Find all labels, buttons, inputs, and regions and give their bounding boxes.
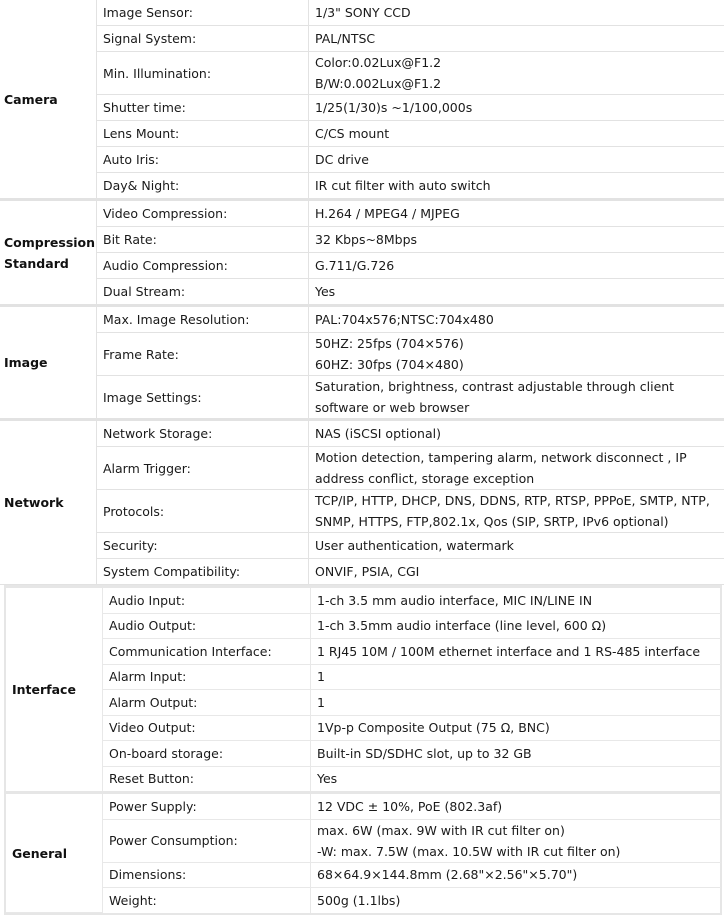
spec-value-line: C/CS mount [315,123,724,144]
spec-value-line: software or web browser [315,397,724,418]
spec-value [309,0,724,26]
spec-value [311,819,722,862]
spec-value [311,715,722,741]
spec-table-bottom-body [6,588,721,913]
spec-value [311,888,722,913]
spec-value-line: IR cut filter with auto switch [315,175,724,196]
spec-value [311,690,722,716]
spec-value-line: 68×64.9×144.8mm (2.68"×2.56"×5.70") [317,864,721,885]
spec-value [311,793,722,820]
spec-label: Weight: [103,888,311,913]
spec-value [309,147,724,173]
spec-label: Alarm Input: [103,664,311,690]
spec-value [311,862,722,888]
spec-value-line: 1-ch 3.5 mm audio interface, MIC IN/LINE IN [317,590,721,611]
spec-label: Image Settings: [97,376,309,420]
spec-label: Max. Image Resolution: [97,306,309,333]
spec-value [311,613,722,639]
spec-label: Video Output: [103,715,311,741]
spec-value [311,639,722,665]
spec-label: System Compatibility: [97,559,309,585]
spec-row-alarm-input [6,664,721,690]
spec-value-line: SNMP, HTTPS, FTP,802.1x, Qos (SIP, SRTP, IPv6 optional) [315,511,724,532]
spec-value-line: TCP/IP, HTTP, DHCP, DNS, DDNS, RTP, RTSP, PPPoE, SMTP, NTP, [315,490,724,511]
spec-row-audio-output [6,613,721,639]
spec-value-line: 1 [317,692,721,713]
spec-value-line: 1/3" SONY CCD [315,2,724,23]
spec-row-network-storage [0,420,724,447]
spec-value-line: Color:0.02Lux@F1.2 [315,52,724,73]
spec-value-line: 1 RJ45 10M / 100M ethernet interface and 1 RS-485 interface [317,641,721,662]
spec-value-line: -W: max. 7.5W (max. 10.5W with IR cut filter on) [317,841,721,862]
spec-row-power-consumption [6,819,721,862]
spec-label: Frame Rate: [97,333,309,376]
category-image: Image [0,306,97,420]
spec-value [309,253,724,279]
spec-label: Shutter time: [97,95,309,121]
spec-value [309,173,724,200]
spec-value-line: 1 [317,666,721,687]
spec-label: Dimensions: [103,862,311,888]
spec-value-line: PAL/NTSC [315,28,724,49]
spec-value [309,95,724,121]
spec-row-power-supply [6,793,721,820]
spec-row-shutter-time [0,95,724,121]
spec-row-signal-system [0,26,724,52]
spec-value-line: H.264 / MPEG4 / MJPEG [315,203,724,224]
category-general: General [6,793,103,913]
spec-value-line: max. 6W (max. 9W with IR cut filter on) [317,820,721,841]
spec-value [309,200,724,227]
spec-value [309,121,724,147]
spec-row-image-sensor [0,0,724,26]
spec-label: Reset Button: [103,766,311,793]
spec-label: Power Supply: [103,793,311,820]
spec-row-on-board-storage [6,741,721,767]
spec-value [309,26,724,52]
category-camera: Camera [0,0,97,200]
spec-row-audio-compression [0,253,724,279]
spec-label: Audio Compression: [97,253,309,279]
spec-value-line: 50HZ: 25fps (704×576) [315,333,724,354]
spec-value-line: B/W:0.002Lux@F1.2 [315,73,724,94]
spec-value [309,559,724,585]
spec-row-video-compression [0,200,724,227]
spec-row-frame-rate [0,333,724,376]
spec-value [309,420,724,447]
spec-label: Bit Rate: [97,227,309,253]
spec-row-audio-input [6,588,721,613]
category-network: Network [0,420,97,585]
spec-label: Image Sensor: [97,0,309,26]
spec-value [309,333,724,376]
spec-label: Security: [97,533,309,559]
spec-value-line: 1/25(1/30)s ~1/100,000s [315,97,724,118]
spec-value-line: 60HZ: 30fps (704×480) [315,354,724,375]
spec-value-line: Saturation, brightness, contrast adjustable through client [315,376,724,397]
spec-row-day-night [0,173,724,200]
spec-label: Lens Mount: [97,121,309,147]
spec-value [309,533,724,559]
spec-label: Day& Night: [97,173,309,200]
spec-row-dual-stream [0,279,724,306]
spec-row-min-illumination [0,52,724,95]
spec-table-bottom-frame [4,585,722,915]
spec-value [311,664,722,690]
spec-label: Power Consumption: [103,819,311,862]
spec-label: Min. Illumination: [97,52,309,95]
spec-row-communication-interface [6,639,721,665]
spec-label: Protocols: [97,490,309,533]
spec-label: Signal System: [97,26,309,52]
spec-row-dimensions [6,862,721,888]
spec-value-line: 1-ch 3.5mm audio interface (line level, 600 Ω) [317,615,721,636]
spec-label: Alarm Output: [103,690,311,716]
spec-row-lens-mount [0,121,724,147]
spec-value [309,52,724,95]
spec-row-bit-rate [0,227,724,253]
spec-value [309,376,724,420]
spec-row-reset-button [6,766,721,793]
spec-value [309,279,724,306]
spec-label: Audio Input: [103,588,311,613]
spec-value-line: address conflict, storage exception [315,468,724,489]
spec-value-line: DC drive [315,149,724,170]
spec-value-line: 1Vp-p Composite Output (75 Ω, BNC) [317,717,721,738]
spec-value-line: NAS (iSCSI optional) [315,423,724,444]
spec-value [311,766,722,793]
spec-value [311,588,722,613]
spec-row-alarm-trigger [0,447,724,490]
spec-row-auto-iris [0,147,724,173]
category-interface: Interface [6,588,103,793]
spec-value [309,306,724,333]
spec-value [309,447,724,490]
spec-value-line: G.711/G.726 [315,255,724,276]
spec-value-line: 12 VDC ± 10%, PoE (802.3af) [317,796,721,817]
spec-value-line: Yes [317,768,721,789]
spec-label: Auto Iris: [97,147,309,173]
spec-value [309,490,724,533]
spec-label: On-board storage: [103,741,311,767]
spec-label: Network Storage: [97,420,309,447]
spec-value-line: Yes [315,281,724,302]
spec-value-line: PAL:704x576;NTSC:704x480 [315,309,724,330]
spec-value-line: 32 Kbps~8Mbps [315,229,724,250]
spec-table-bottom [6,588,721,913]
spec-label: Dual Stream: [97,279,309,306]
spec-row-security [0,533,724,559]
spec-label: Communication Interface: [103,639,311,665]
spec-value [309,227,724,253]
spec-value-line: Motion detection, tampering alarm, network disconnect , IP [315,447,724,468]
spec-row-system-compatibility [0,559,724,585]
spec-row-alarm-output [6,690,721,716]
spec-value [311,741,722,767]
spec-row-max-image-resolution [0,306,724,333]
spec-value-line: User authentication, watermark [315,535,724,556]
spec-value-line: 500g (1.1lbs) [317,890,721,911]
spec-row-video-output [6,715,721,741]
spec-value-line: Built-in SD/SDHC slot, up to 32 GB [317,743,721,764]
spec-label: Video Compression: [97,200,309,227]
spec-row-image-settings [0,376,724,420]
spec-row-protocols [0,490,724,533]
category-compression-standard: Compression Standard [0,200,97,306]
spec-row-weight [6,888,721,913]
spec-value-line: ONVIF, PSIA, CGI [315,561,724,582]
spec-label: Alarm Trigger: [97,447,309,490]
spec-label: Audio Output: [103,613,311,639]
